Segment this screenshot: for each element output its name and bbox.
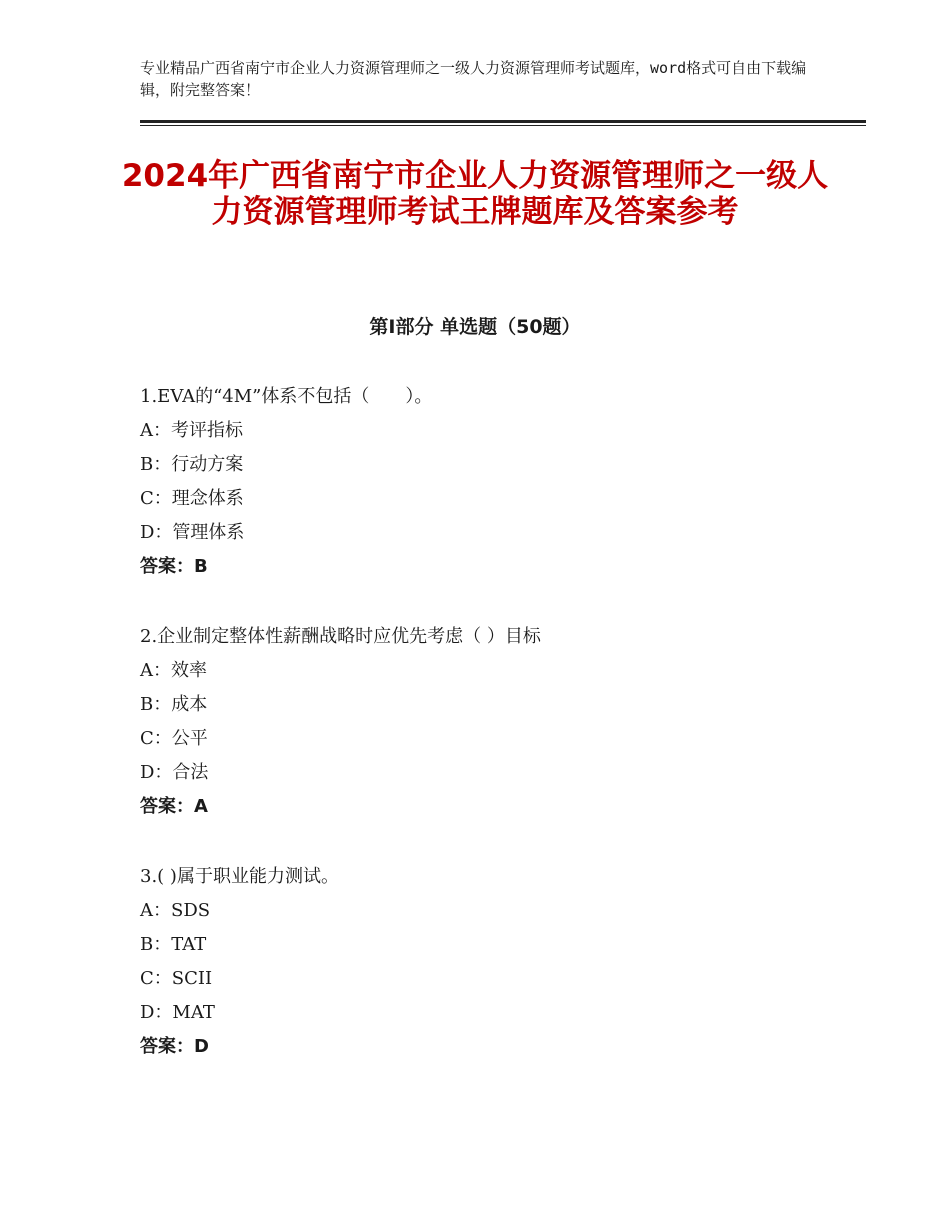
question-1 [140,380,840,584]
header-divider-thick [140,120,866,123]
option-d: D：合法 [140,762,209,783]
answer: 答案：D [140,1036,209,1057]
option-b: B：TAT [140,934,207,955]
question-list [140,380,840,1100]
option-d: D：MAT [140,1002,215,1023]
question-stem: 3.( )属于职业能力测试。 [140,866,339,887]
option-c: C：理念体系 [140,488,244,509]
answer: 答案：B [140,556,208,577]
question-3 [140,860,840,1064]
header-divider-thin [140,125,866,126]
option-a: A：SDS [140,900,211,921]
question-2 [140,620,840,824]
option-b: B：成本 [140,694,208,715]
option-c: C：SCII [140,968,213,989]
option-d: D：管理体系 [140,522,245,543]
option-a: A：效率 [140,660,207,681]
answer: 答案：A [140,796,208,817]
option-b: B：行动方案 [140,454,244,475]
question-stem: 2.企业制定整体性薪酬战略时应优先考虑（ ）目标 [140,626,541,647]
question-stem: 1.EVA的“4M”体系不包括（ ）。 [140,386,433,407]
header-note: 专业精品广西省南宁市企业人力资源管理师之一级人力资源管理师考试题库，word格式可自由下载编辑，附完整答案！ [140,59,807,99]
document-title: 2024年广西省南宁市企业人力资源管理师之一级人力资源管理师考试王牌题库及答案参考 [121,158,829,230]
option-c: C：公平 [140,728,208,749]
option-a: A：考评指标 [140,420,243,441]
section-title: 第Ⅰ部分 单选题（50题） [369,316,581,338]
